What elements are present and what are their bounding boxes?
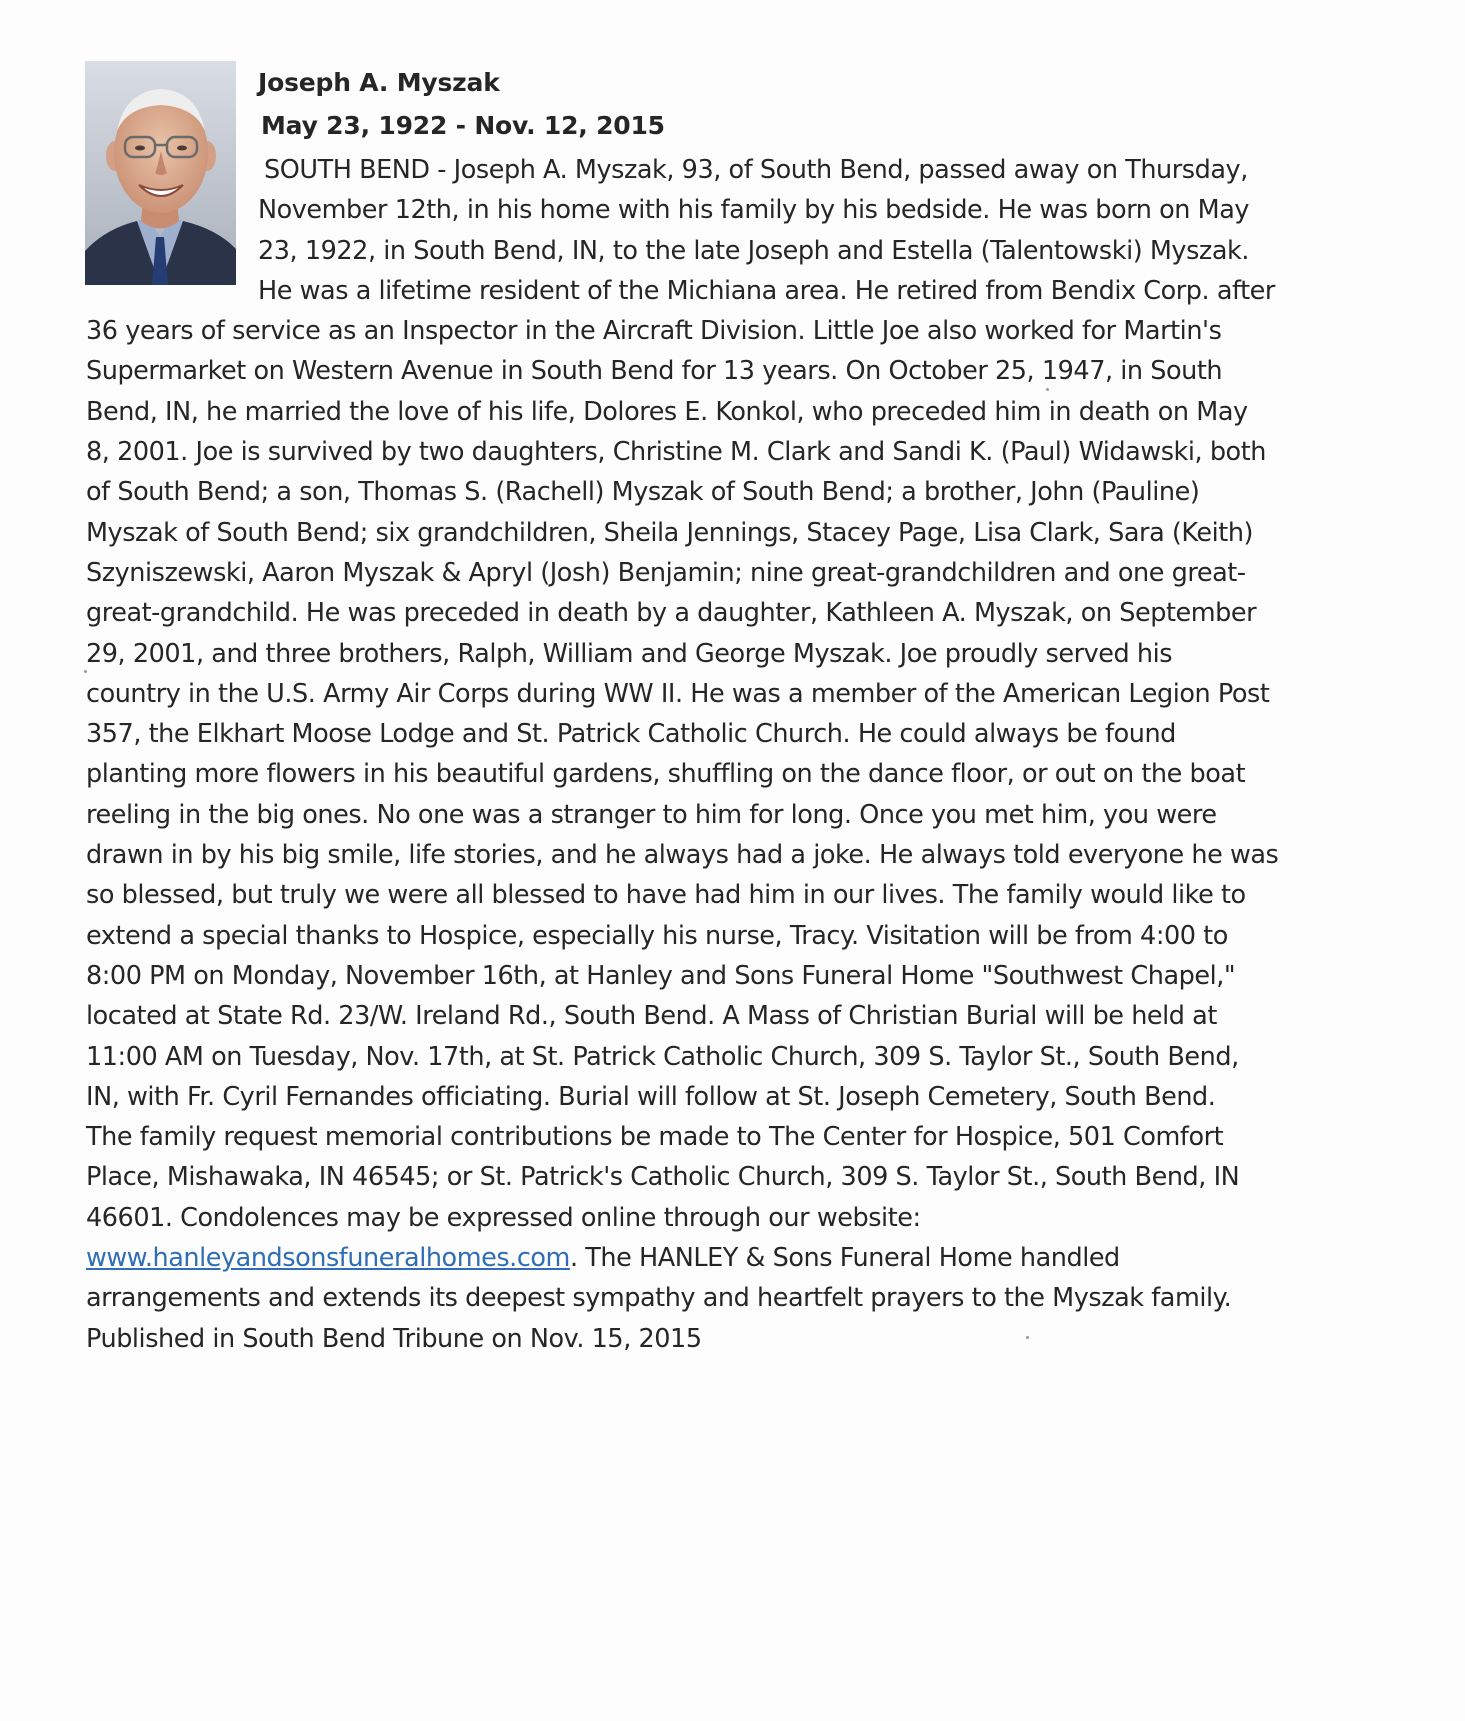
life-dates: May 23, 1922 - Nov. 12, 2015 <box>261 111 665 140</box>
text-line: Supermarket on Western Avenue in South Bend for 13 years. On October 25, 1947, in South <box>86 356 1223 387</box>
text-line: 8:00 PM on Monday, November 16th, at Hanley and Sons Funeral Home "Southwest Chapel," <box>86 960 1236 991</box>
text-line: November 12th, in his home with his family by his bedside. He was born on May <box>258 195 1250 226</box>
text-line: drawn in by his big smile, life stories, and he always had a joke. He always told everyone he was <box>86 840 1279 871</box>
text-line: country in the U.S. Army Air Corps during WW II. He was a member of the American Legion Post <box>86 678 1270 709</box>
text-line: The family request memorial contributions be made to The Center for Hospice, 501 Comfort <box>86 1122 1224 1153</box>
website-link[interactable]: www.hanleyandsonsfuneralhomes.com <box>86 1243 570 1274</box>
text-line: reeling in the big ones. No one was a stranger to him for long. Once you met him, you were <box>86 799 1217 830</box>
text-line: Myszak of South Bend; six grandchildren, Sheila Jennings, Stacey Page, Lisa Clark, Sara (Keith) <box>86 517 1254 548</box>
paper-speck <box>1026 1336 1029 1339</box>
link-line <box>0 1238 1465 1278</box>
text-line: 11:00 AM on Tuesday, Nov. 17th, at St. Patrick Catholic Church, 309 S. Taylor St., South Bend, <box>86 1041 1239 1072</box>
text-line: great-grandchild. He was preceded in death by a daughter, Kathleen A. Myszak, on September <box>86 598 1257 629</box>
text-line: planting more flowers in his beautiful gardens, shuffling on the dance floor, or out on the boat <box>86 759 1246 790</box>
link-line-trailing-text: . The HANLEY & Sons Funeral Home handled <box>569 1243 1120 1274</box>
paper-speck <box>1046 388 1049 391</box>
text-line: 46601. Condolences may be expressed online through our website: <box>86 1202 921 1233</box>
text-line: located at State Rd. 23/W. Ireland Rd., South Bend. A Mass of Christian Burial will be held at <box>86 1001 1217 1032</box>
text-line: Szyniszewski, Aaron Myszak & Apryl (Josh) Benjamin; nine great-grandchildren and one great- <box>86 557 1246 588</box>
text-line: He was a lifetime resident of the Michiana area. He retired from Bendix Corp. after <box>258 275 1275 306</box>
text-line: 29, 2001, and three brothers, Ralph, William and George Myszak. Joe proudly served his <box>86 638 1173 669</box>
text-line: 357, the Elkhart Moose Lodge and St. Patrick Catholic Church. He could always be found <box>86 719 1176 750</box>
text-line: 36 years of service as an Inspector in the Aircraft Division. Little Joe also worked for Martin's <box>86 316 1222 347</box>
obituary-body <box>0 150 1465 1359</box>
text-line: of South Bend; a son, Thomas S. (Rachell) Myszak of South Bend; a brother, John (Pauline) <box>86 477 1200 508</box>
text-line: Place, Mishawaka, IN 46545; or St. Patrick's Catholic Church, 309 S. Taylor St., South Bend, IN <box>86 1162 1240 1193</box>
publication-line: Published in South Bend Tribune on Nov. 15, 2015 <box>86 1323 702 1354</box>
text-line: extend a special thanks to Hospice, especially his nurse, Tracy. Visitation will be from 4:00 to <box>86 920 1228 951</box>
text-line: 23, 1922, in South Bend, IN, to the late Joseph and Estella (Talentowski) Myszak. <box>258 235 1249 266</box>
text-line: 8, 2001. Joe is survived by two daughters, Christine M. Clark and Sandi K. (Paul) Widawski, both <box>86 437 1266 468</box>
paper-speck <box>84 670 87 673</box>
deceased-name: Joseph A. Myszak <box>258 68 500 97</box>
text-line: arrangements and extends its deepest sympathy and heartfelt prayers to the Myszak family. <box>86 1283 1232 1314</box>
text-line: IN, with Fr. Cyril Fernandes officiating. Burial will follow at St. Joseph Cemetery, South Bend. <box>86 1081 1216 1112</box>
text-line: so blessed, but truly we were all blessed to have had him in our lives. The family would like to <box>86 880 1246 911</box>
text-line: SOUTH BEND - Joseph A. Myszak, 93, of South Bend, passed away on Thursday, <box>264 155 1248 185</box>
text-line: Bend, IN, he married the love of his life, Dolores E. Konkol, who preceded him in death on May <box>86 396 1248 427</box>
